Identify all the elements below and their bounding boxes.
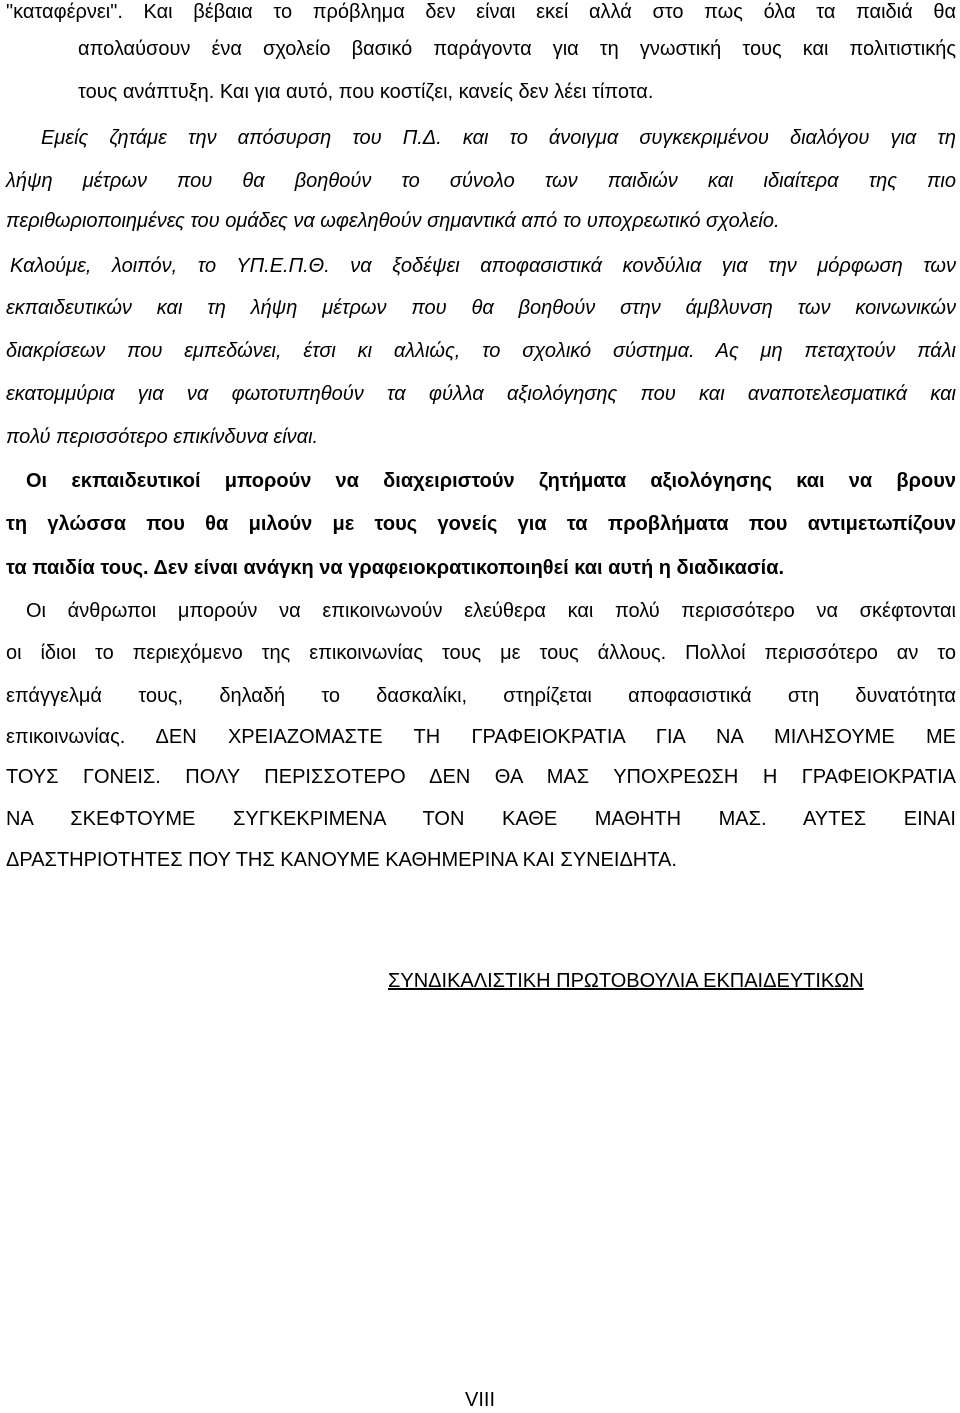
text-line: εκπαιδευτικών και τη λήψη μέτρων που θα βοηθούν στην άμβλυνση των κοινωνικών — [6, 297, 956, 319]
signature: ΣΥΝΔΙΚΑΛΙΣΤΙΚΗ ΠΡΩΤΟΒΟΥΛΙΑ ΕΚΠΑΙΔΕΥΤΙΚΩΝ — [388, 970, 864, 992]
text-line: περιθωριοποιημένες του ομάδες να ωφεληθούν σημαντικά από το υποχρεωτικό σχολείο. — [6, 210, 780, 232]
text-line: Οι εκπαιδευτικοί μπορούν να διαχειριστούν ζητήματα αξιολόγησης και να βρουν — [26, 470, 956, 492]
text-line: Οι άνθρωποι μπορούν να επικοινωνούν ελεύθερα και πολύ περισσότερο να σκέφτονται — [26, 600, 956, 622]
text-line: εκατομμύρια για να φωτοτυπηθούν τα φύλλα αξιολόγησης που και αναποτελεσματικά και — [6, 383, 956, 405]
text-line: ΤΟΥΣ ΓΟΝΕΙΣ. ΠΟΛΥ ΠΕΡΙΣΣΟΤΕΡΟ ΔΕΝ ΘΑ ΜΑΣ ΥΠΟΧΡΕΩΣΗ Η ΓΡΑΦΕΙΟΚΡΑΤΙΑ — [6, 766, 956, 788]
text-line: λήψη μέτρων που θα βοηθούν το σύνολο των παιδιών και ιδιαίτερα της πιο — [6, 170, 956, 192]
text-line: απολαύσουν ένα σχολείο βασικό παράγοντα για τη γνωστική τους και πολιτιστικής — [78, 38, 956, 60]
text-line: ΔΡΑΣΤΗΡΙΟΤΗΤΕΣ ΠΟΥ ΤΗΣ ΚΑΝΟΥΜΕ ΚΑΘΗΜΕΡΙΝΑ ΚΑΙ ΣΥΝΕΙΔΗΤΑ. — [6, 849, 677, 871]
text-line: επικοινωνίας. ΔΕΝ ΧΡΕΙΑΖΟΜΑΣΤΕ ΤΗ ΓΡΑΦΕΙΟΚΡΑΤΙΑ ΓΙΑ ΝΑ ΜΙΛΗΣΟΥΜΕ ΜΕ — [6, 726, 956, 748]
page-number: VIII — [464, 1389, 495, 1411]
text-line: "καταφέρνει". Και βέβαια το πρόβλημα δεν είναι εκεί αλλά στο πως όλα τα παιδιά θα — [6, 1, 956, 23]
text-line: οι ίδιοι το περιεχόμενο της επικοινωνίας τους με τους άλλους. Πολλοί περισσότερο αν το — [6, 642, 956, 664]
text-line: τα παιδία τους. Δεν είναι ανάγκη να γραφειοκρατικοποιηθεί και αυτή η διαδικασία. — [6, 557, 785, 579]
text-line: επάγγελμά τους, δηλαδή το δασκαλίκι, στηρίζεται αποφασιστικά στη δυνατότητα — [6, 685, 956, 707]
text-line: ΝΑ ΣΚΕΦΤΟΥΜΕ ΣΥΓΚΕΚΡΙΜΕΝΑ ΤΟΝ ΚΑΘΕ ΜΑΘΗΤΗ ΜΑΣ. ΑΥΤΕΣ ΕΙΝΑΙ — [6, 808, 956, 830]
text-line: τους ανάπτυξη. Και για αυτό, που κοστίζει, κανείς δεν λέει τίποτα. — [78, 81, 654, 103]
text-line: διακρίσεων που εμπεδώνει, έτσι κι αλλιώς, το σχολικό σύστημα. Ας μη πεταχτούν πάλι — [6, 340, 956, 362]
text-line: Καλούμε, λοιπόν, το ΥΠ.Ε.Π.Θ. να ξοδέψει αποφασιστικά κονδύλια για την μόρφωση των — [10, 255, 956, 277]
text-line: τη γλώσσα που θα μιλούν με τους γονείς για τα προβλήματα που αντιμετωπίζουν — [6, 513, 956, 535]
text-line: Εμείς ζητάμε την απόσυρση του Π.Δ. και το άνοιγμα συγκεκριμένου διαλόγου για τη — [41, 127, 956, 149]
text-line: πολύ περισσότερο επικίνδυνα είναι. — [6, 426, 319, 448]
